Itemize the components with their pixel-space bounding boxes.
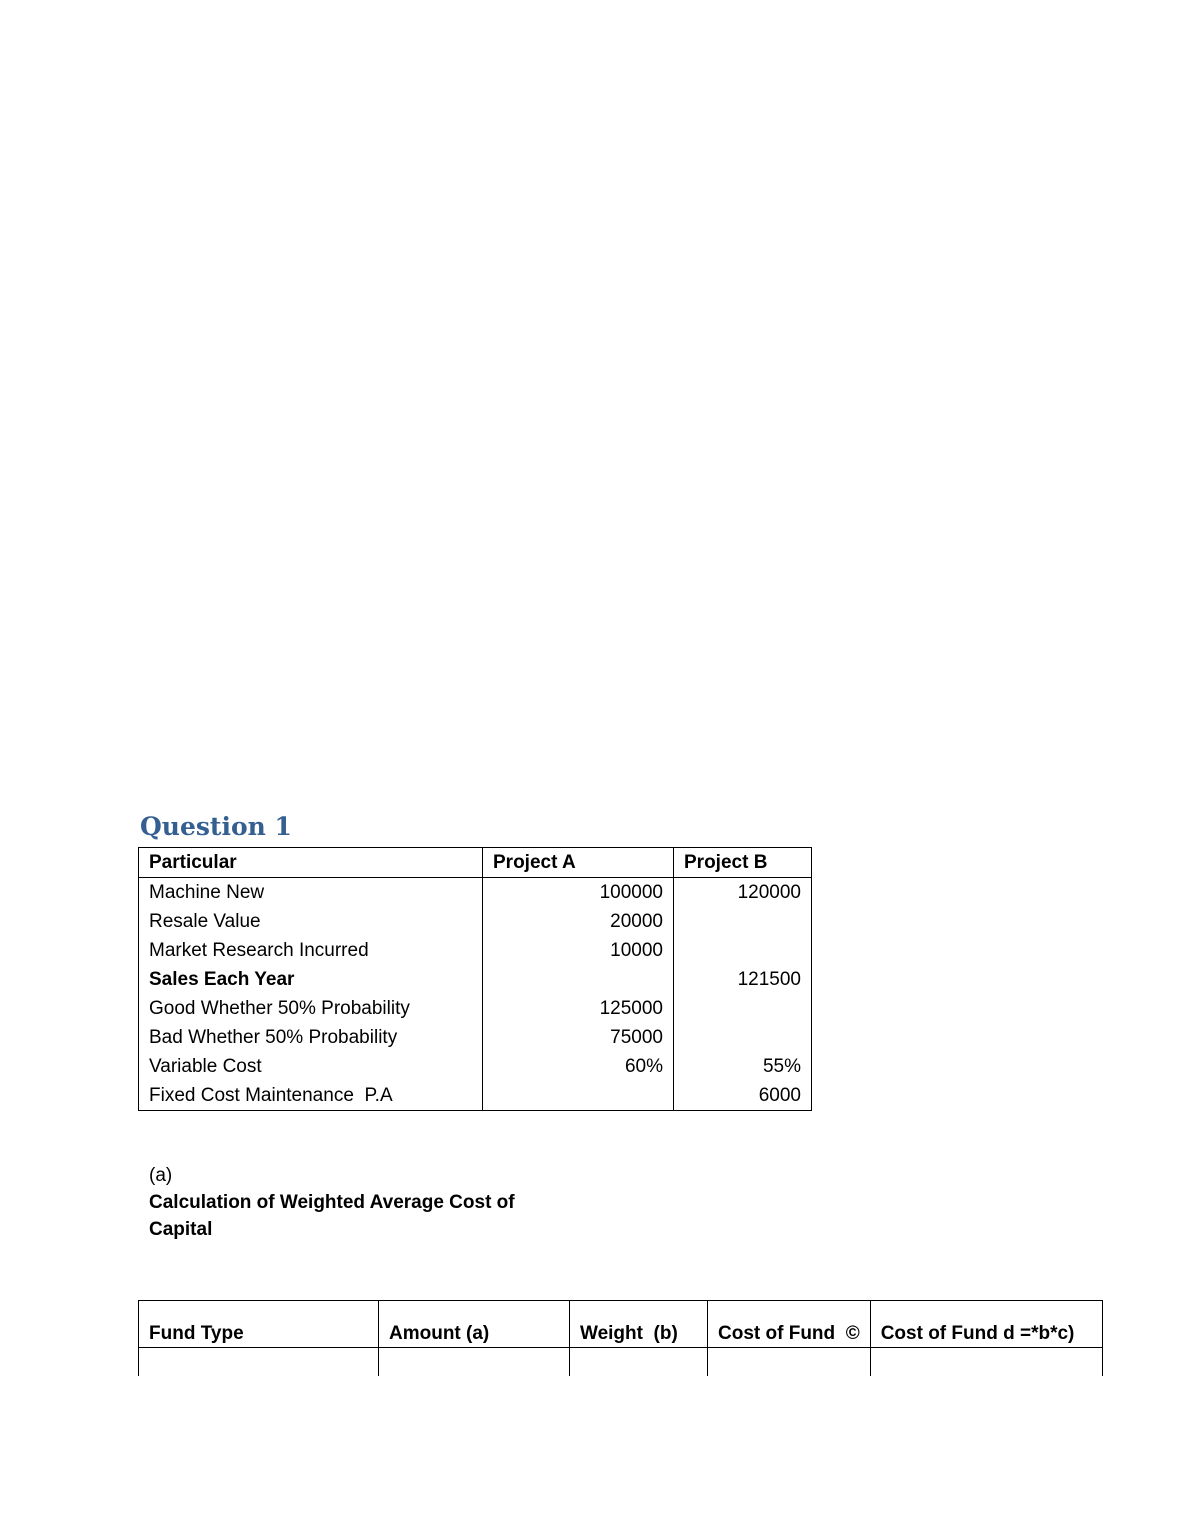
table-row (139, 1348, 1103, 1377)
cell-project-a: 10000 (483, 936, 674, 965)
header-weight: Weight (b) (570, 1301, 708, 1348)
cell-project-b: 55% (674, 1052, 812, 1081)
projects-table-header-row (139, 848, 812, 878)
table-row (139, 1081, 812, 1111)
header-fund-type: Fund Type (139, 1301, 379, 1348)
empty-cell (870, 1348, 1102, 1377)
cell-project-b: 6000 (674, 1081, 812, 1111)
cell-particular: Good Whether 50% Probability (139, 994, 483, 1023)
table-row (139, 878, 812, 908)
cell-project-a: 100000 (483, 878, 674, 908)
cell-particular: Variable Cost (139, 1052, 483, 1081)
header-amount: Amount (a) (379, 1301, 570, 1348)
cell-particular: Fixed Cost Maintenance P.A (139, 1081, 483, 1111)
cell-project-b: 121500 (674, 965, 812, 994)
table-row (139, 907, 812, 936)
cell-project-a (483, 1081, 674, 1111)
cell-project-b (674, 1023, 812, 1052)
cell-project-b (674, 936, 812, 965)
table-row (139, 1052, 812, 1081)
cell-project-a: 125000 (483, 994, 674, 1023)
cell-project-a (483, 965, 674, 994)
header-cost-of-fund-d: Cost of Fund d =*b*c) (870, 1301, 1102, 1348)
header-project-b: Project B (674, 848, 812, 878)
cell-particular: Resale Value (139, 907, 483, 936)
cell-project-b (674, 994, 812, 1023)
table-row (139, 965, 812, 994)
part-a-title: Calculation of Weighted Average Cost of Capital (149, 1192, 515, 1240)
cell-particular: Machine New (139, 878, 483, 908)
empty-cell (139, 1348, 379, 1377)
cell-project-a: 60% (483, 1052, 674, 1081)
cell-particular: Sales Each Year (139, 965, 483, 994)
empty-cell (379, 1348, 570, 1377)
empty-cell (708, 1348, 871, 1377)
header-cost-of-fund: Cost of Fund © (708, 1301, 871, 1348)
wacc-table (138, 1300, 1103, 1376)
question-heading: Question 1 (140, 812, 292, 841)
cell-project-a: 20000 (483, 907, 674, 936)
header-project-a: Project A (483, 848, 674, 878)
empty-cell (570, 1348, 708, 1377)
cell-particular: Bad Whether 50% Probability (139, 1023, 483, 1052)
wacc-table-header-row (139, 1301, 1103, 1348)
projects-table (138, 847, 812, 1111)
cell-particular: Market Research Incurred (139, 936, 483, 965)
cell-project-b: 120000 (674, 878, 812, 908)
table-row (139, 994, 812, 1023)
cell-project-b (674, 907, 812, 936)
part-a-section (149, 1162, 529, 1243)
cell-project-a: 75000 (483, 1023, 674, 1052)
header-particular: Particular (139, 848, 483, 878)
table-row (139, 1023, 812, 1052)
part-a-label: (a) (149, 1165, 173, 1186)
table-row (139, 936, 812, 965)
